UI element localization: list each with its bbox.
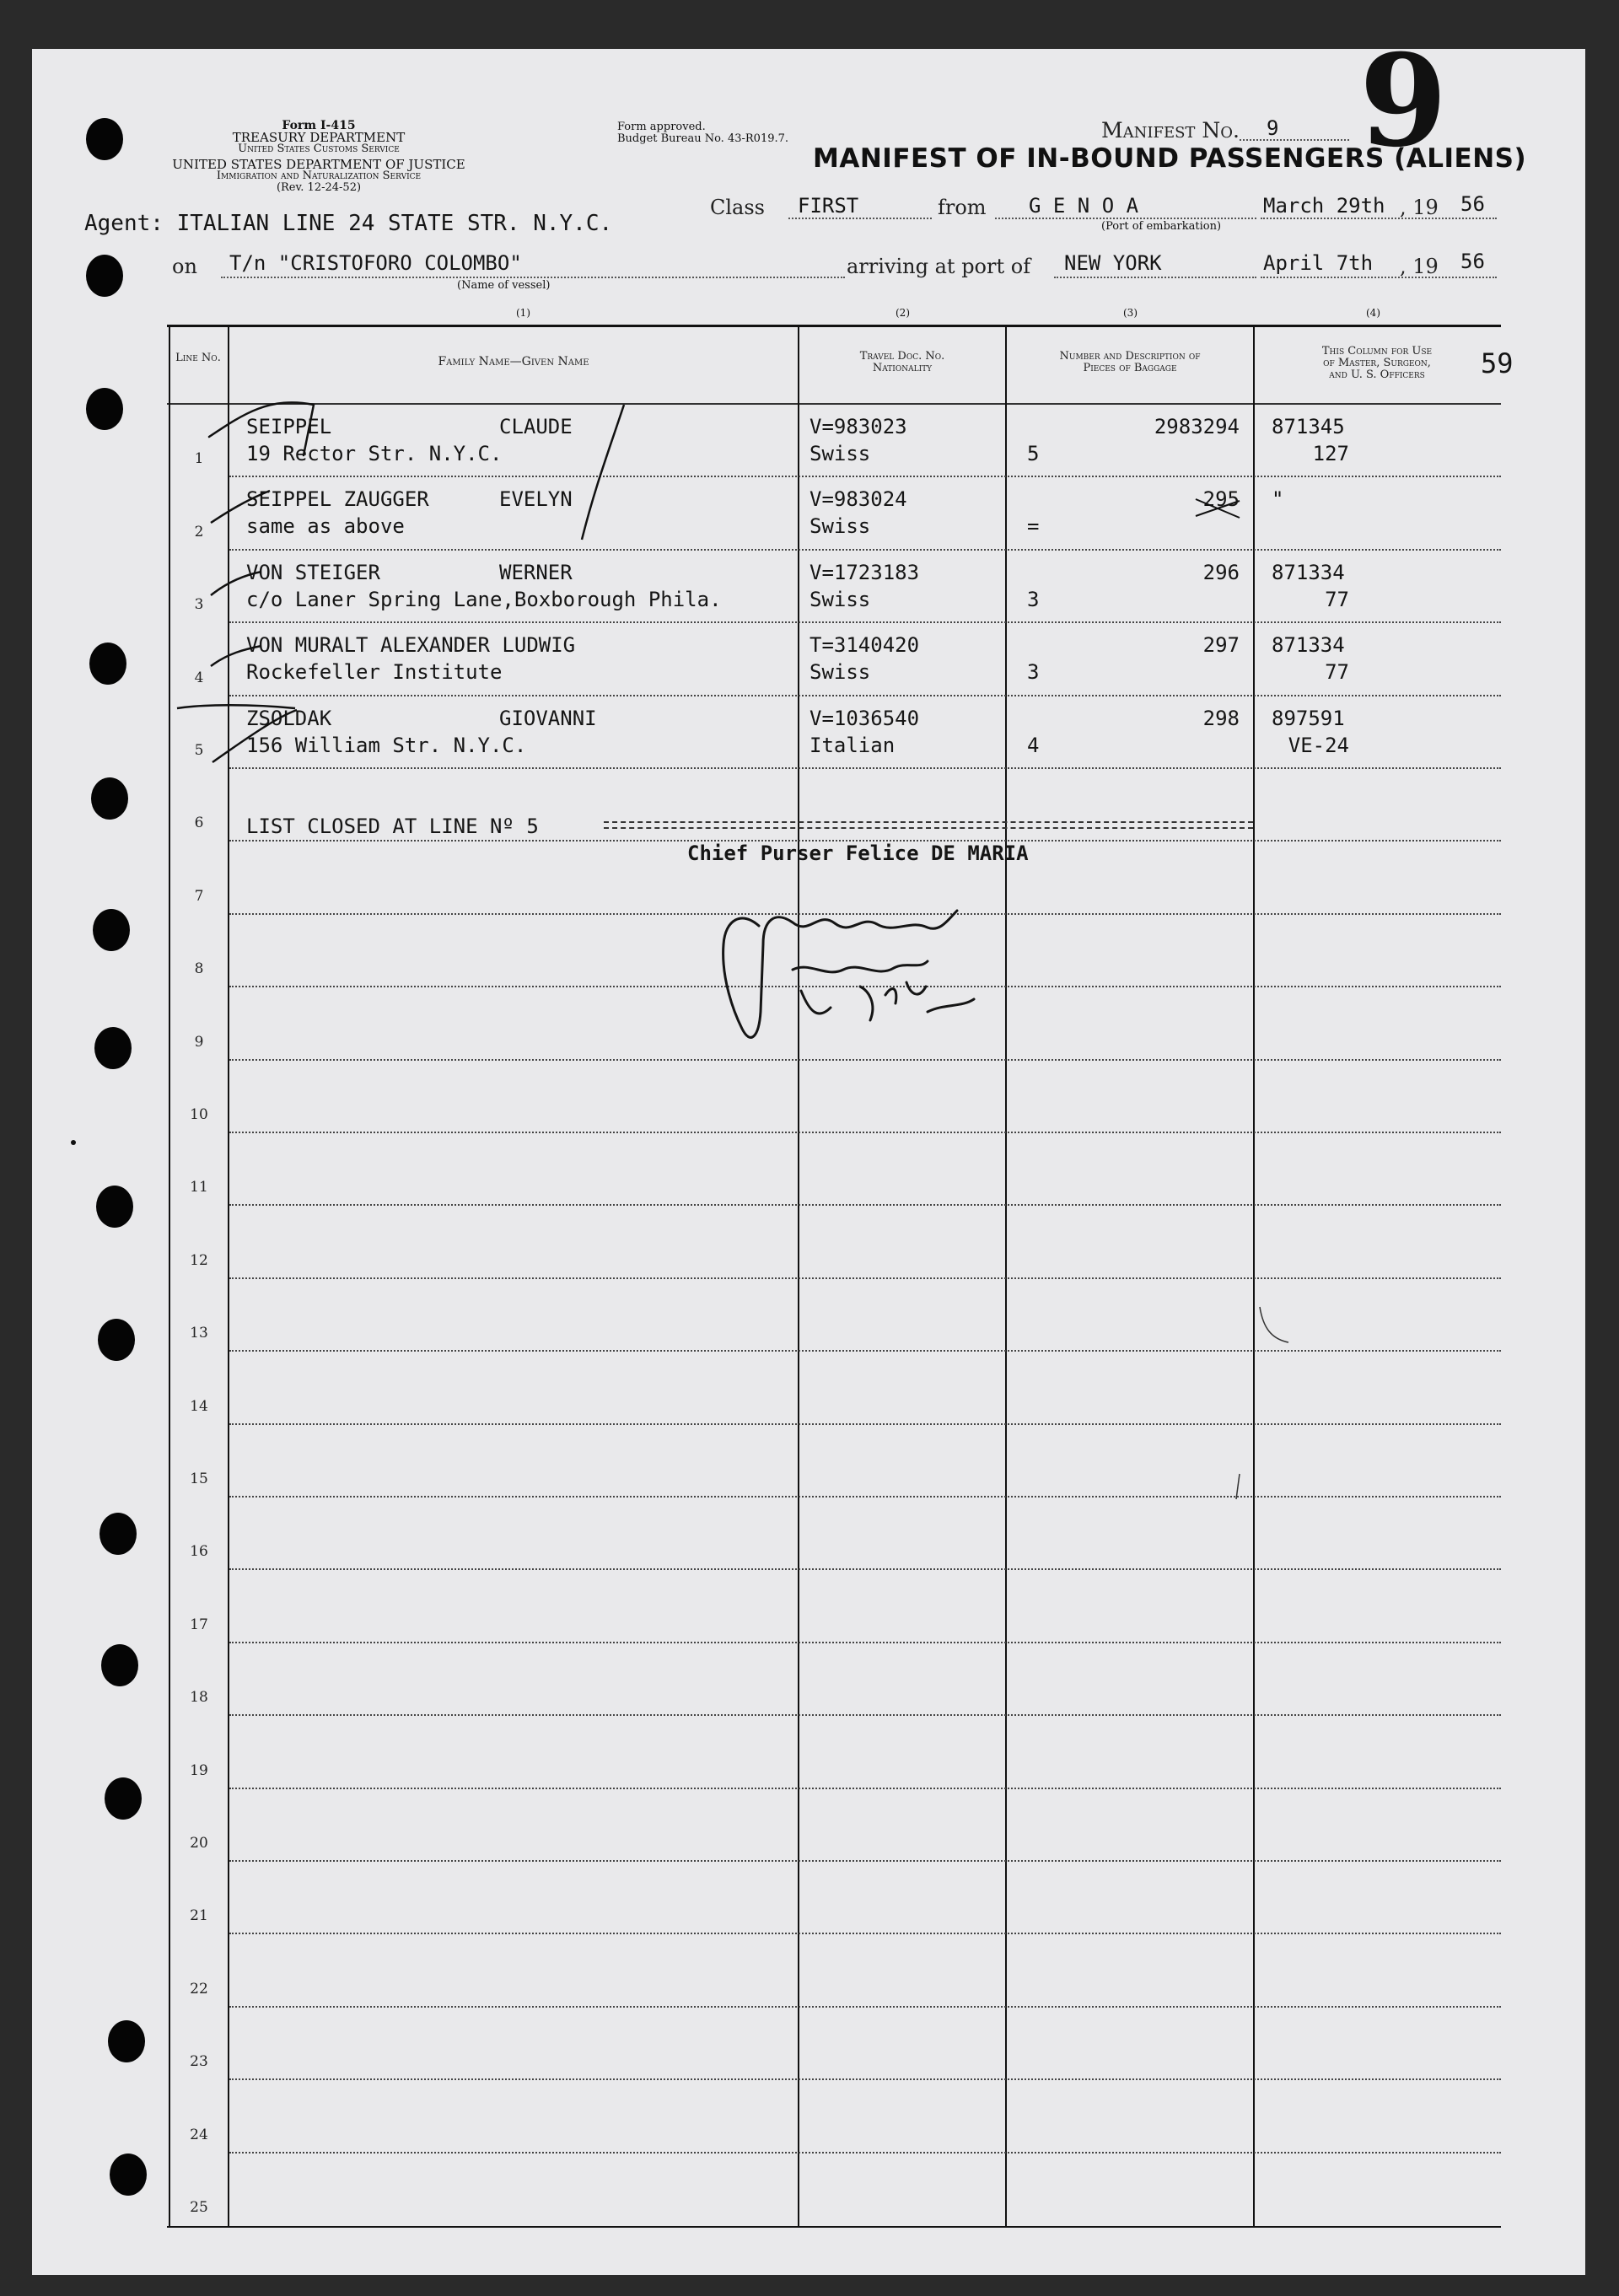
line-number: 5 bbox=[194, 742, 204, 759]
row-rule bbox=[229, 1933, 1501, 1934]
passenger-travel-doc: V=983023 bbox=[810, 415, 907, 438]
line-number: 6 bbox=[194, 815, 204, 832]
row-rule bbox=[229, 1277, 1501, 1279]
line-number: 15 bbox=[190, 1471, 208, 1487]
column-number-4: (4) bbox=[1366, 307, 1380, 319]
form-number: Form I-415 bbox=[282, 119, 356, 132]
header-travel-doc bbox=[799, 351, 1005, 374]
line-number: 13 bbox=[190, 1325, 208, 1342]
row-rule bbox=[229, 1568, 1501, 1570]
row-rule bbox=[229, 986, 1501, 987]
class-value: FIRST bbox=[798, 194, 859, 218]
row-rule bbox=[229, 695, 1501, 696]
form-block bbox=[150, 120, 487, 194]
arrival-date-line bbox=[1261, 277, 1497, 278]
table-bottom-border bbox=[167, 2226, 1501, 2228]
header-family-name: Family Name—Given Name bbox=[438, 355, 589, 368]
row-rule bbox=[229, 1132, 1501, 1133]
depart-date: March 29th bbox=[1263, 194, 1385, 218]
passenger-address: c/o Laner Spring Lane,Boxborough Phila. bbox=[246, 587, 722, 611]
header-officers-line-2: of Master, Surgeon, bbox=[1323, 357, 1431, 369]
passenger-family-name: ZSOLDAK bbox=[246, 706, 332, 730]
depart-year: 56 bbox=[1460, 192, 1485, 216]
line-number: 19 bbox=[190, 1761, 208, 1779]
header-baggage-line-1: Number and Description of bbox=[1059, 350, 1201, 363]
row-rule bbox=[229, 2152, 1501, 2154]
line-number: 3 bbox=[194, 596, 204, 614]
row-rule bbox=[229, 1350, 1501, 1352]
passenger-baggage-number: 297 bbox=[1202, 633, 1240, 658]
depart-year-prefix: , 19 bbox=[1400, 196, 1439, 219]
treasury-dept: TREASURY DEPARTMENT bbox=[232, 130, 406, 145]
punch-hole bbox=[89, 643, 126, 685]
punch-hole bbox=[108, 2020, 145, 2062]
line-number: 22 bbox=[190, 1980, 208, 1998]
passenger-family-name: VON MURALT ALEXANDER LUDWIG bbox=[246, 633, 576, 658]
class-label: Class bbox=[710, 196, 765, 219]
line-number: 23 bbox=[190, 2053, 208, 2071]
punch-hole bbox=[101, 1644, 138, 1686]
passenger-officer-note-2: 77 bbox=[1325, 660, 1349, 685]
row-rule bbox=[229, 1860, 1501, 1862]
header-line-no: Line No. bbox=[175, 352, 221, 364]
passenger-baggage-count: 4 bbox=[1027, 733, 1040, 757]
line-number: 18 bbox=[190, 1689, 208, 1707]
punch-hole bbox=[94, 1027, 132, 1069]
header-officers bbox=[1255, 346, 1499, 381]
list-closed-equals-rule bbox=[604, 821, 1253, 829]
passenger-travel-doc: V=983024 bbox=[810, 487, 907, 512]
table-top-border bbox=[167, 325, 1501, 327]
manifest-no-label: Manifest No. bbox=[1101, 118, 1240, 142]
line-number: 1 bbox=[194, 450, 204, 468]
from-value: G E N O A bbox=[1029, 194, 1139, 218]
passenger-baggage-number: 296 bbox=[1202, 560, 1240, 584]
punch-hole bbox=[86, 118, 123, 160]
header-travel-doc-line-1: Travel Doc. No. bbox=[859, 350, 945, 363]
column-divider-officers bbox=[1253, 325, 1255, 2226]
line-number: 2 bbox=[194, 523, 204, 540]
passenger-baggage-number: 295 bbox=[1202, 487, 1240, 512]
header-officers-line-1: This Column for Use bbox=[1321, 345, 1433, 358]
manifest-no-value: 9 bbox=[1267, 116, 1279, 140]
row-rule bbox=[229, 476, 1501, 477]
manifest-big-number: 9 bbox=[1359, 27, 1448, 175]
passenger-nationality: Italian bbox=[810, 733, 896, 757]
passenger-baggage-count: 3 bbox=[1027, 587, 1040, 611]
immigration-service: Immigration and Naturalization Service bbox=[216, 169, 422, 182]
passenger-officer-note-2: 127 bbox=[1312, 442, 1349, 465]
header-travel-doc-line-2: Nationality bbox=[872, 362, 933, 374]
line-number: 21 bbox=[190, 1907, 208, 1925]
passenger-baggage-count: 5 bbox=[1027, 442, 1040, 465]
agent-line: Agent: ITALIAN LINE 24 STATE STR. N.Y.C. bbox=[84, 211, 613, 236]
line-number: 10 bbox=[190, 1106, 208, 1123]
punch-hole bbox=[98, 1319, 135, 1361]
manifest-title: MANIFEST OF IN-BOUND PASSENGERS (ALIENS) bbox=[813, 143, 1527, 174]
line-number: 11 bbox=[190, 1179, 208, 1196]
header-baggage bbox=[1007, 351, 1253, 374]
arrival-port: NEW YORK bbox=[1064, 251, 1162, 275]
port-caption: (Port of embarkation) bbox=[1101, 220, 1222, 233]
binder-dot bbox=[71, 1140, 76, 1145]
row-rule bbox=[229, 1059, 1501, 1061]
passenger-address: same as above bbox=[246, 514, 405, 539]
passenger-given-name: CLAUDE bbox=[499, 415, 573, 438]
punch-hole bbox=[100, 1513, 137, 1555]
justice-dept: UNITED STATES DEPARTMENT OF JUSTICE bbox=[172, 157, 465, 172]
row-rule bbox=[229, 2006, 1501, 2008]
row-rule bbox=[229, 1496, 1501, 1498]
passenger-given-name: EVELYN bbox=[499, 487, 573, 512]
on-label: on bbox=[172, 255, 197, 278]
line-number: 17 bbox=[190, 1616, 208, 1633]
table-left-border bbox=[169, 325, 170, 2226]
header-baggage-line-2: Pieces of Baggage bbox=[1083, 362, 1177, 374]
row-rule bbox=[229, 1423, 1501, 1425]
passenger-officer-note-1: " bbox=[1272, 487, 1284, 512]
approval-line-1: Form approved. bbox=[617, 121, 706, 133]
line-number: 24 bbox=[190, 2126, 208, 2143]
row-rule bbox=[229, 767, 1501, 769]
column-number-1: (1) bbox=[516, 307, 530, 319]
passenger-baggage-number: 2983294 bbox=[1154, 415, 1240, 438]
manifest-sheet bbox=[32, 49, 1585, 2275]
line-number: 20 bbox=[190, 1835, 208, 1852]
passenger-baggage-count: 3 bbox=[1027, 660, 1040, 685]
passenger-travel-doc: V=1723183 bbox=[810, 560, 920, 584]
chief-purser: Chief Purser Felice DE MARIA bbox=[687, 842, 1029, 865]
column-divider-line bbox=[228, 325, 229, 2226]
passenger-travel-doc: V=1036540 bbox=[810, 706, 920, 730]
from-label: from bbox=[938, 196, 987, 219]
customs-service: United States Customs Service bbox=[238, 142, 400, 155]
passenger-officer-note-1: 871334 bbox=[1272, 633, 1345, 658]
passenger-baggage-number: 298 bbox=[1202, 706, 1240, 730]
punch-hole bbox=[96, 1186, 133, 1228]
passenger-family-name: SEIPPEL bbox=[246, 415, 332, 438]
line-number: 7 bbox=[194, 887, 204, 905]
passenger-nationality: Swiss bbox=[810, 660, 871, 685]
column-divider-doc bbox=[798, 325, 799, 2226]
page-number: 59 bbox=[1481, 347, 1514, 379]
passenger-nationality: Swiss bbox=[810, 587, 871, 611]
approval-block bbox=[617, 121, 788, 145]
passenger-officer-note-1: 871345 bbox=[1272, 415, 1345, 438]
passenger-address: 19 Rector Str. N.Y.C. bbox=[246, 442, 503, 465]
punch-hole bbox=[110, 2154, 147, 2196]
list-closed-text: LIST CLOSED AT LINE Nº 5 bbox=[246, 815, 539, 838]
line-number: 12 bbox=[190, 1251, 208, 1269]
line-number: 16 bbox=[190, 1543, 208, 1561]
punch-hole bbox=[105, 1777, 142, 1820]
arrival-year: 56 bbox=[1460, 250, 1485, 273]
punch-hole bbox=[91, 777, 128, 820]
approval-line-2: Budget Bureau No. 43-R019.7. bbox=[617, 132, 789, 145]
passenger-travel-doc: T=3140420 bbox=[810, 633, 920, 658]
passenger-officer-note-1: 871334 bbox=[1272, 560, 1345, 584]
line-number: 4 bbox=[194, 669, 204, 686]
column-divider-baggage bbox=[1005, 325, 1007, 2226]
row-rule bbox=[229, 549, 1501, 551]
passenger-given-name: GIOVANNI bbox=[499, 706, 597, 730]
arriving-label: arriving at port of bbox=[847, 255, 1031, 278]
passenger-nationality: Swiss bbox=[810, 514, 871, 539]
class-line bbox=[788, 218, 932, 219]
vessel-name: T/n "CRISTOFORO COLOMBO" bbox=[229, 251, 522, 275]
passenger-officer-note-2: VE-24 bbox=[1288, 733, 1349, 757]
passenger-officer-note-2: 77 bbox=[1325, 587, 1349, 611]
column-number-3: (3) bbox=[1123, 307, 1138, 319]
table-header-bottom-border bbox=[167, 403, 1501, 405]
row-rule bbox=[229, 1788, 1501, 1789]
passenger-baggage-count: = bbox=[1027, 514, 1040, 539]
passenger-family-name: SEIPPEL ZAUGGER bbox=[246, 487, 429, 512]
row-rule bbox=[229, 1204, 1501, 1206]
row-rule bbox=[229, 1714, 1501, 1716]
line-number: 25 bbox=[190, 2199, 208, 2216]
row-rule bbox=[229, 621, 1501, 623]
manifest-no-line bbox=[1240, 139, 1349, 141]
arrival-year-prefix: , 19 bbox=[1400, 255, 1439, 278]
passenger-nationality: Swiss bbox=[810, 442, 871, 465]
arrival-port-line bbox=[1054, 277, 1256, 278]
arrival-date: April 7th bbox=[1263, 251, 1374, 275]
line-number: 14 bbox=[190, 1397, 208, 1415]
passenger-given-name: WERNER bbox=[499, 560, 573, 584]
revision-date: (Rev. 12-24-52) bbox=[276, 181, 362, 194]
column-number-2: (2) bbox=[896, 307, 910, 319]
vessel-caption: (Name of vessel) bbox=[457, 279, 551, 292]
header-officers-line-3: and U. S. Officers bbox=[1329, 368, 1425, 381]
passenger-officer-note-1: 897591 bbox=[1272, 706, 1345, 730]
passenger-address: 156 William Str. N.Y.C. bbox=[246, 733, 527, 757]
punch-hole bbox=[93, 909, 130, 951]
punch-hole bbox=[86, 255, 123, 297]
punch-hole bbox=[86, 388, 123, 430]
row-rule bbox=[229, 1642, 1501, 1643]
depart-date-line bbox=[1261, 218, 1497, 219]
passenger-family-name: VON STEIGER bbox=[246, 560, 380, 584]
row-rule bbox=[229, 2078, 1501, 2080]
from-line bbox=[995, 218, 1256, 219]
row-rule bbox=[229, 913, 1501, 915]
vessel-line bbox=[221, 277, 845, 278]
line-number: 8 bbox=[194, 960, 204, 978]
passenger-address: Rockefeller Institute bbox=[246, 660, 503, 685]
line-number: 9 bbox=[194, 1033, 204, 1051]
